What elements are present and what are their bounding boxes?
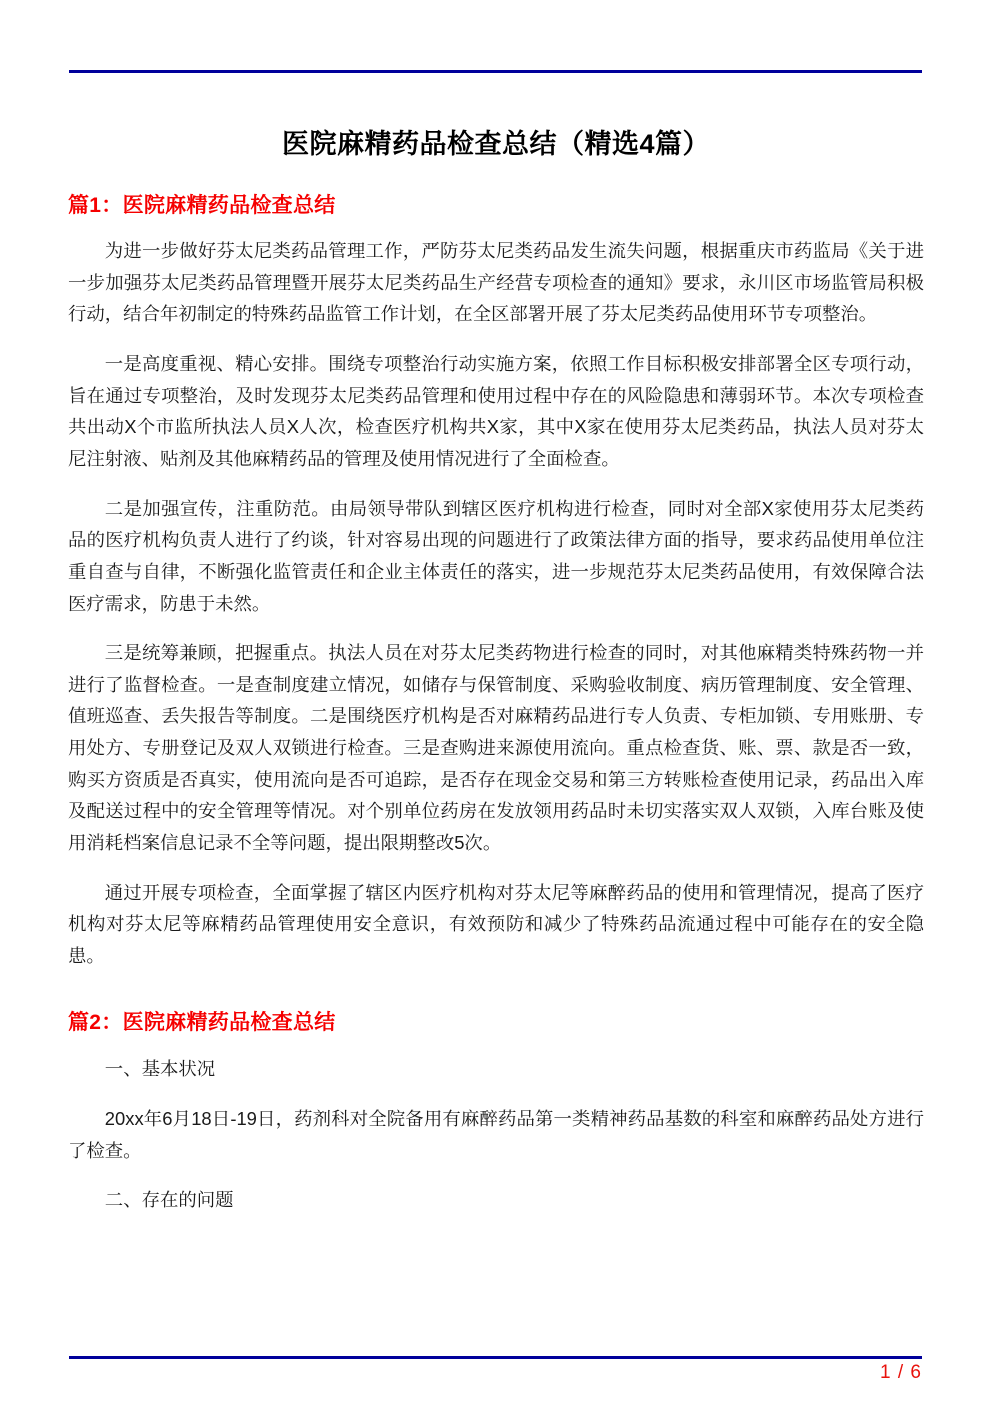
page-number: 1 / 6	[880, 1362, 922, 1383]
paragraph: 三是统筹兼顾，把握重点。执法人员在对芬太尼类药物进行检查的同时，对其他麻精类特殊药物一并进行了监督检查。一是查制度建立情况，如储存与保管制度、采购验收制度、病历管理制度、安全管理、值班巡查、丢失报告等制度。二是围绕医疗机构是否对麻精药品进行专人负责、专柜加锁、专用账册、专用处方、专册登记及双人双锁进行检查。三是查购进来源使用流向。重点检查货、账、票、款是否一致，购买方资质是否真实，使用流向是否可追踪，是否存在现金交易和第三方转账检查使用记录，药品出入库及配送过程中的安全管理等情况。对个别单位药房在发放领用药品时未切实落实双人双锁，入库台账及使用消耗档案信息记录不全等问题，提出限期整改5次。	[68, 642, 924, 854]
subsection-heading: 二、存在的问题	[104, 1189, 234, 1211]
header-rule	[69, 70, 922, 73]
paragraph: 通过开展专项检查，全面掌握了辖区内医疗机构对芬太尼等麻醉药品的使用和管理情况，提高了医疗机构对芬太尼等麻精药品管理使用安全意识，有效预防和减少了特殊药品流通过程中可能存在的安全隐患。	[68, 881, 924, 967]
paragraph: 20xx年6月18日-19日，药剂科对全院备用有麻醉药品第一类精神药品基数的科室和麻醉药品处方进行了检查。	[68, 1107, 924, 1161]
page-title: 医院麻精药品检查总结（精选4篇）	[281, 129, 710, 159]
document-content	[68, 112, 924, 1227]
subsection-heading: 一、基本状况	[104, 1058, 216, 1080]
section-heading-1: 篇1：医院麻精药品检查总结	[68, 194, 336, 218]
footer-rule	[69, 1356, 922, 1359]
paragraph: 为进一步做好芬太尼类药品管理工作，严防芬太尼类药品发生流失问题，根据重庆市药监局《关于进一步加强芬太尼类药品管理暨开展芬太尼类药品生产经营专项检查的通知》要求，永川区市场监管局积极行动，结合年初制定的特殊药品监管工作计划，在全区部署开展了芬太尼类药品使用环节专项整治。	[68, 239, 924, 325]
section-heading-2: 篇2：医院麻精药品检查总结	[68, 1010, 336, 1034]
paragraph: 一是高度重视、精心安排。围绕专项整治行动实施方案，依照工作目标积极安排部署全区专项行动，旨在通过专项整治，及时发现芬太尼类药品管理和使用过程中存在的风险隐患和薄弱环节。本次专项检查共出动X个市监所执法人员X人次，检查医疗机构共X家，其中X家在使用芬太尼类药品，执法人员对芬太尼注射液、贴剂及其他麻精药品的管理及使用情况进行了全面检查。	[68, 352, 924, 469]
paragraph: 二是加强宣传，注重防范。由局领导带队到辖区医疗机构进行检查，同时对全部X家使用芬太尼类药品的医疗机构负责人进行了约谈，针对容易出现的问题进行了政策法律方面的指导，要求药品使用单位注重自查与自律，不断强化监管责任和企业主体责任的落实，进一步规范芬太尼类药品使用，有效保障合法医疗需求，防患于未然。	[68, 497, 924, 614]
